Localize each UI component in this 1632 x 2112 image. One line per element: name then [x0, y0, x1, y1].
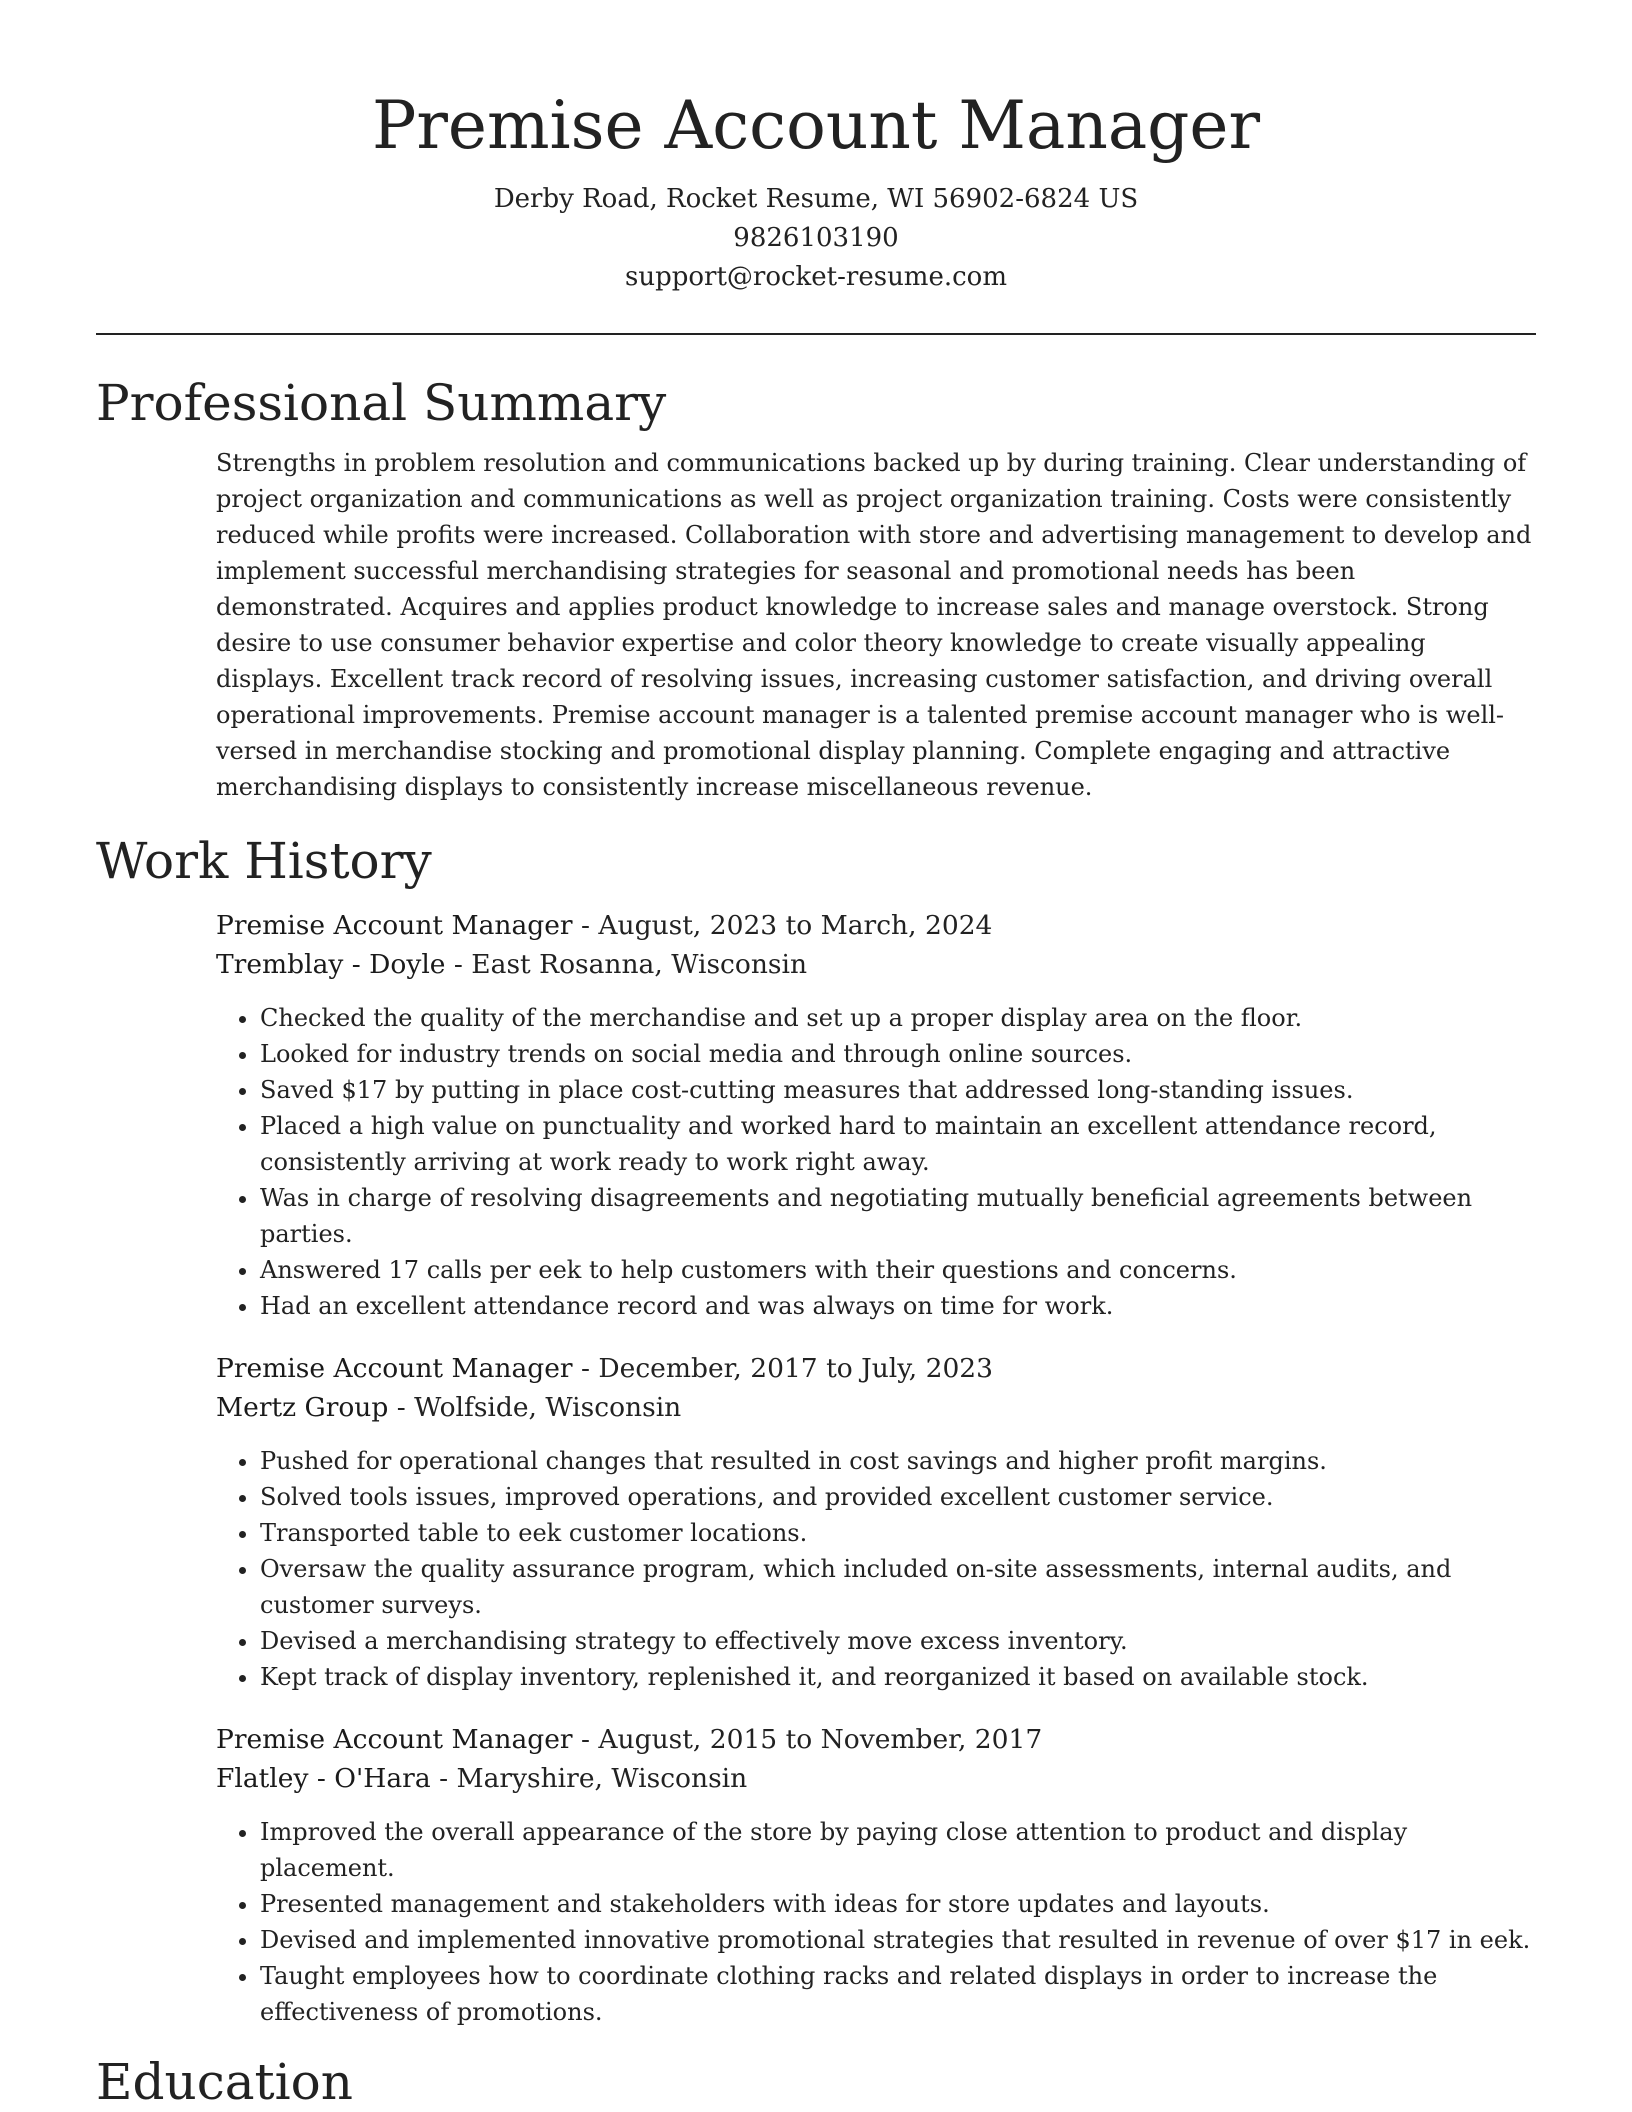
job-dates: - December, 2017 to July, 2023	[572, 1353, 994, 1384]
list-item: • Transported table to eek customer locations.	[260, 1515, 1536, 1551]
job-location: - East Rosanna, Wisconsin	[445, 948, 808, 980]
job-role: Premise Account Manager	[216, 1353, 573, 1384]
list-item: • Oversaw the quality assurance program, which included on-site assessments, internal audits, and customer surveys.	[260, 1551, 1536, 1623]
candidate-name: Premise Account Manager	[371, 87, 1261, 164]
job-company-line	[216, 946, 1536, 985]
job-title-line	[216, 907, 1536, 946]
job-company: Flatley - O'Hara	[216, 1762, 431, 1794]
list-item: • Checked the quality of the merchandise and set up a proper display area on the floor.	[260, 1000, 1536, 1036]
list-item: • Devised and implemented innovative promotional strategies that resulted in revenue of over $17 in eek.	[260, 1922, 1536, 1958]
job-role: Premise Account Manager	[216, 910, 573, 941]
summary-text: Strengths in problem resolution and communications backed up by during training. Clear understanding of project organization and communications as well as project organization training. Costs were consistently reduced while profits were increased. Collaboration with store and advertising management to develop and implement successful merchandising strategies for seasonal and promotional needs has been demonstrated. Acquires and applies product knowledge to increase sales and manage overstock. Strong desire to use consumer behavior expertise and color theory knowledge to create visually appealing displays. Excellent track record of resolving issues, increasing customer satisfaction, and driving overall operational improvements. Premise account manager is a talented premise account manager who is well-versed in merchandise stocking and promotional display planning. Complete engaging and attractive merchandising displays to consistently increase miscellaneous revenue.	[216, 449, 1532, 801]
header-divider	[96, 333, 1536, 335]
job-bullets	[216, 1000, 1536, 1324]
job-company-line	[216, 1760, 1536, 1799]
list-item: • Answered 17 calls per eek to help customers with their questions and concerns.	[260, 1252, 1536, 1288]
job-dates: - August, 2015 to November, 2017	[572, 1724, 1043, 1755]
job-dates: - August, 2023 to March, 2024	[572, 910, 993, 941]
section-title-work-history: Work History	[96, 832, 432, 890]
job-entry	[216, 907, 1536, 1324]
list-item: • Pushed for operational changes that resulted in cost savings and higher profit margins.	[260, 1443, 1536, 1479]
list-item: • Looked for industry trends on social media and through online sources.	[260, 1036, 1536, 1072]
section-title-education: Education	[96, 2053, 353, 2111]
job-location: - Maryshire, Wisconsin	[430, 1762, 748, 1794]
job-entry	[216, 1721, 1536, 2030]
job-title-line	[216, 1350, 1536, 1389]
job-role: Premise Account Manager	[216, 1724, 573, 1755]
job-bullets	[216, 1443, 1536, 1695]
list-item: • Kept track of display inventory, replenished it, and reorganized it based on available stock.	[260, 1659, 1536, 1695]
list-item: • Improved the overall appearance of the store by paying close attention to product and display placement.	[260, 1814, 1536, 1886]
list-item: • Solved tools issues, improved operations, and provided excellent customer service.	[260, 1479, 1536, 1515]
job-company-line	[216, 1389, 1536, 1428]
address: Derby Road, Rocket Resume, WI 56902-6824 US	[493, 184, 1139, 214]
list-item: • Placed a high value on punctuality and worked hard to maintain an excellent attendance record, consistently arriving at work ready to work right away.	[260, 1108, 1536, 1180]
work-history-section	[96, 831, 1536, 2030]
professional-summary-section	[96, 373, 1536, 805]
job-title-line	[216, 1721, 1536, 1760]
job-entry	[216, 1350, 1536, 1695]
phone: 9826103190	[733, 223, 899, 253]
job-bullets	[216, 1814, 1536, 2030]
list-item: • Presented management and stakeholders with ideas for store updates and layouts.	[260, 1886, 1536, 1922]
list-item: • Was in charge of resolving disagreements and negotiating mutually beneficial agreements between parties.	[260, 1180, 1536, 1252]
list-item: • Had an excellent attendance record and was always on time for work.	[260, 1288, 1536, 1324]
education-section	[96, 2052, 1536, 2112]
job-location: - Wolfside, Wisconsin	[388, 1391, 682, 1423]
job-company: Mertz Group	[216, 1391, 389, 1423]
resume-header	[96, 0, 1536, 297]
section-title-summary: Professional Summary	[96, 374, 667, 432]
list-item: • Devised a merchandising strategy to effectively move excess inventory.	[260, 1623, 1536, 1659]
resume-page	[96, 0, 1536, 2112]
list-item: • Taught employees how to coordinate clothing racks and related displays in order to increase the effectiveness of promotions.	[260, 1958, 1536, 2030]
job-company: Tremblay - Doyle	[216, 948, 446, 980]
list-item: • Saved $17 by putting in place cost-cutting measures that addressed long-standing issues.	[260, 1072, 1536, 1108]
contact-block	[96, 180, 1536, 297]
email: support@rocket-resume.com	[624, 262, 1007, 292]
